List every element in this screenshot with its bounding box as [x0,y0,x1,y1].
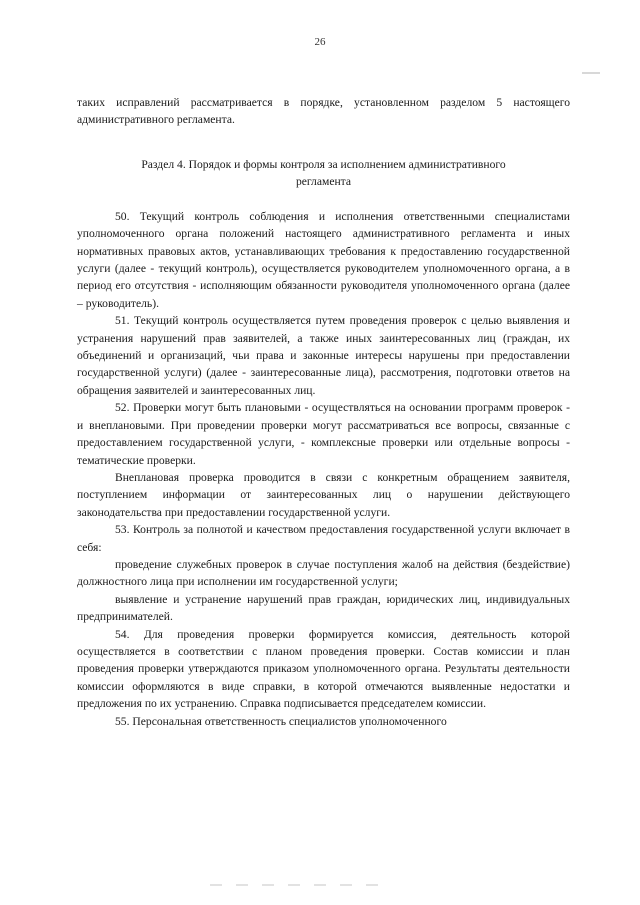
paragraph-51: 51. Текущий контроль осуществляется путем проведения проверок с целью выявления и устранения нарушений прав заявителей, а также иных заинтересованных лиц (граждан, их объединений и организаций, чьи права и законные интересы нарушены при предоставлении государственной услуги) (далее - заинтересованные лица), рассмотрения, подготовки ответов на обращения заявителей и заинтересованных лиц. [77,314,570,397]
paragraph-53: 53. Контроль за полнотой и качеством предоставления государственной услуги включает в себя: [77,523,570,554]
page-number: 26 [314,36,326,48]
paragraph-50: 50. Текущий контроль соблюдения и исполнения ответственными специалистами уполномоченного органа положений настоящего административного регламента и иных нормативных правовых актов, устанавливающих требования к предоставлению государственной услуги (далее - текущий контроль), осуществляется руководителем уполномоченного органа, а в период его отсутствия - исполняющим обязанности руководителя уполномоченного органа (далее – руководитель). [77,209,570,310]
paragraph-52: 52. Проверки могут быть плановыми - осуществляться на основании программ проверок - и внеплановыми. При проведении проверки могут рассматриваться все вопросы, связанные с предоставлением государственной услуги, - комплексные проверки или отдельные вопросы - тематические проверки. [77,401,570,467]
list-item-service-checks: проведение служебных проверок в случае поступления жалоб на действия (бездействие) должностного лица при исполнении им государственной услуги; [77,557,570,589]
document-body [77,94,570,730]
paragraph-unscheduled-check: Внеплановая проверка проводится в связи с конкретным обращением заявителя, поступлением информации от заинтересованных лиц о нарушении действующего законодательства при предоставлении государственной услуги. [77,470,570,519]
list-item-violations: выявление и устранение нарушений прав граждан, юридических лиц, индивидуальных предпринимателей. [77,592,570,624]
paragraph-54: 54. Для проведения проверки формируется комиссия, деятельность которой осуществляется в соответствии с планом проведения проверки. Состав комиссии и план проведения проверки утверждаются приказом уполномоченного органа. Результаты деятельности комиссии оформляются в виде справки, в которой отмечаются выявленные недостатки и предложения по их устранению. Справка подписывается председателем комиссии. [77,627,570,711]
scan-artifact-bottom [210,884,390,886]
paragraph-55: 55. Персональная ответственность специалистов уполномоченного [115,714,447,728]
section-heading: Раздел 4. Порядок и формы контроля за исполнением административного регламента [141,157,506,188]
intro-paragraph: таких исправлений рассматривается в порядке, установленном разделом 5 настоящего административного регламента. [77,96,570,127]
scan-artifact [582,72,600,74]
